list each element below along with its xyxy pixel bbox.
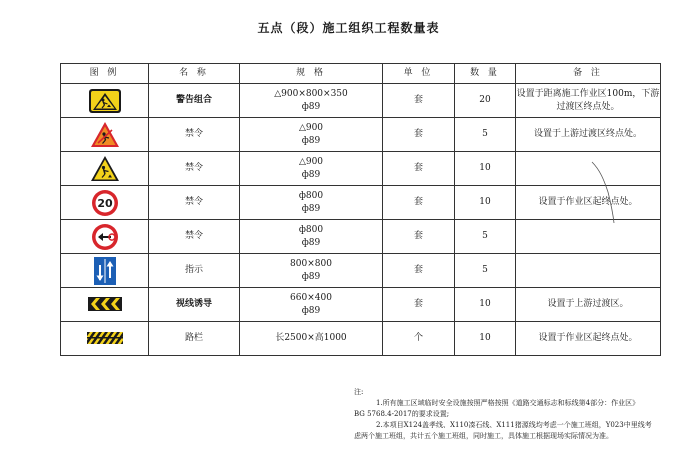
unit-cell: 套 (383, 220, 455, 254)
spec-line-1: 660×400 (290, 292, 332, 303)
table-row (61, 152, 661, 186)
notes-line: 1.所有施工区域临时安全设施按照严格按照《道路交通标志和标线第4部分：作业区》 (376, 399, 640, 407)
remark-cell (516, 322, 661, 356)
barricade-icon (87, 332, 123, 344)
quantity-cell: 10 (455, 288, 516, 322)
spec-cell (240, 220, 383, 254)
header-spec: 规 格 (240, 64, 383, 84)
name-cell: 视线诱导 (149, 288, 240, 322)
name-cell: 路栏 (149, 322, 240, 356)
unit-cell: 套 (383, 254, 455, 288)
quantity-cell: 5 (455, 118, 516, 152)
unit-cell: 套 (383, 118, 455, 152)
remark-cell (516, 118, 661, 152)
legend-cell (61, 220, 149, 254)
spec-line-2: ф89 (301, 203, 321, 214)
quantity-cell: 10 (455, 152, 516, 186)
road-work-triangle-sign-icon (90, 155, 120, 183)
legend-cell (61, 84, 149, 118)
spec-line-2: ф89 (301, 305, 321, 316)
quantity-cell: 10 (455, 186, 516, 220)
remark-cell (516, 288, 661, 322)
legend-cell (61, 288, 149, 322)
table-row (61, 186, 661, 220)
pen-stroke-mark (588, 160, 618, 225)
name-cell: 禁令 (149, 152, 240, 186)
spec-cell (240, 152, 383, 186)
road-work-warning-sign-icon (88, 88, 122, 114)
spec-line-1: 长2500×高1000 (275, 333, 347, 343)
remark-text: 设置于上游过渡区。 (547, 299, 629, 309)
spec-line-2: ф89 (301, 237, 321, 248)
header-unit: 单 位 (383, 64, 455, 84)
legend-cell (61, 118, 149, 152)
name-cell: 禁令 (149, 220, 240, 254)
legend-cell (61, 322, 149, 356)
spec-line-2: ф89 (301, 271, 321, 282)
legend-cell (61, 186, 149, 220)
name-cell: 禁令 (149, 118, 240, 152)
header-name: 名 称 (149, 64, 240, 84)
spec-line-1: △900 (298, 122, 324, 133)
spec-line-1: △900 (298, 156, 324, 167)
page-title: 五点（段）施工组织工程数量表 (257, 21, 440, 35)
spec-cell (240, 254, 383, 288)
spec-line-1: ф800 (298, 190, 324, 201)
remark-text: 设置于作业区起终点处。 (538, 197, 638, 207)
spec-cell (240, 84, 383, 118)
header-quantity: 数 量 (455, 64, 516, 84)
notes-line: 虑两个施工班组，共计五个施工班组，同时施工，具体施工根据现场实际情况为准。 (354, 432, 613, 440)
remark-text: 设置于上游过渡区终点处。 (533, 129, 642, 139)
header-remarks: 备 注 (516, 64, 661, 84)
table-row (61, 84, 661, 118)
notes-block (354, 387, 689, 442)
legend-cell (61, 254, 149, 288)
notes-label: 注: (354, 388, 364, 396)
notes-line: 2.本项目X124盖孝线、X110凑石线、X111猪源线均考虑一个施工班组，Y023中里线考 (376, 421, 652, 429)
remark-text: 设置于作业区起终点处。 (538, 333, 638, 343)
remark-cell (516, 84, 661, 118)
unit-cell: 套 (383, 288, 455, 322)
table-row (61, 288, 661, 322)
unit-cell: 套 (383, 186, 455, 220)
name-cell: 指示 (149, 254, 240, 288)
no-entry-warning-sign-icon (90, 121, 120, 149)
quantity-table (60, 63, 661, 356)
notes-line: BG 5768.4-2017的要求设置; (354, 410, 450, 418)
spec-line-1: △900×800×350 (274, 88, 348, 99)
quantity-cell: 5 (455, 220, 516, 254)
table-row (61, 220, 661, 254)
quantity-cell: 5 (455, 254, 516, 288)
unit-cell: 套 (383, 152, 455, 186)
quantity-cell: 20 (455, 84, 516, 118)
spec-line-2: ф89 (301, 101, 321, 112)
name-cell: 禁令 (149, 186, 240, 220)
no-overtaking-sign-icon (91, 223, 119, 251)
table-row (61, 254, 661, 288)
unit-cell: 个 (383, 322, 455, 356)
table-header-row (61, 64, 661, 84)
spec-cell (240, 186, 383, 220)
table-row (61, 118, 661, 152)
spec-cell (240, 288, 383, 322)
chevron-guide-sign-icon (88, 297, 122, 311)
speed-limit-20-sign-icon (91, 189, 119, 217)
remark-cell (516, 254, 661, 288)
unit-cell: 套 (383, 84, 455, 118)
spec-line-2: ф89 (301, 135, 321, 146)
spec-line-2: ф89 (301, 169, 321, 180)
quantity-cell: 10 (455, 322, 516, 356)
lane-direction-sign-icon (94, 257, 116, 285)
spec-line-1: ф800 (298, 224, 324, 235)
legend-cell (61, 152, 149, 186)
header-legend: 图 例 (61, 64, 149, 84)
remark-text: 设置于距离施工作业区100m，下游过渡区终点处。 (516, 88, 660, 112)
spec-cell (240, 118, 383, 152)
spec-cell (240, 322, 383, 356)
svg-text:20: 20 (96, 196, 113, 210)
name-cell: 警告组合 (149, 84, 240, 118)
table-row (61, 322, 661, 356)
spec-line-1: 800×800 (290, 258, 332, 269)
